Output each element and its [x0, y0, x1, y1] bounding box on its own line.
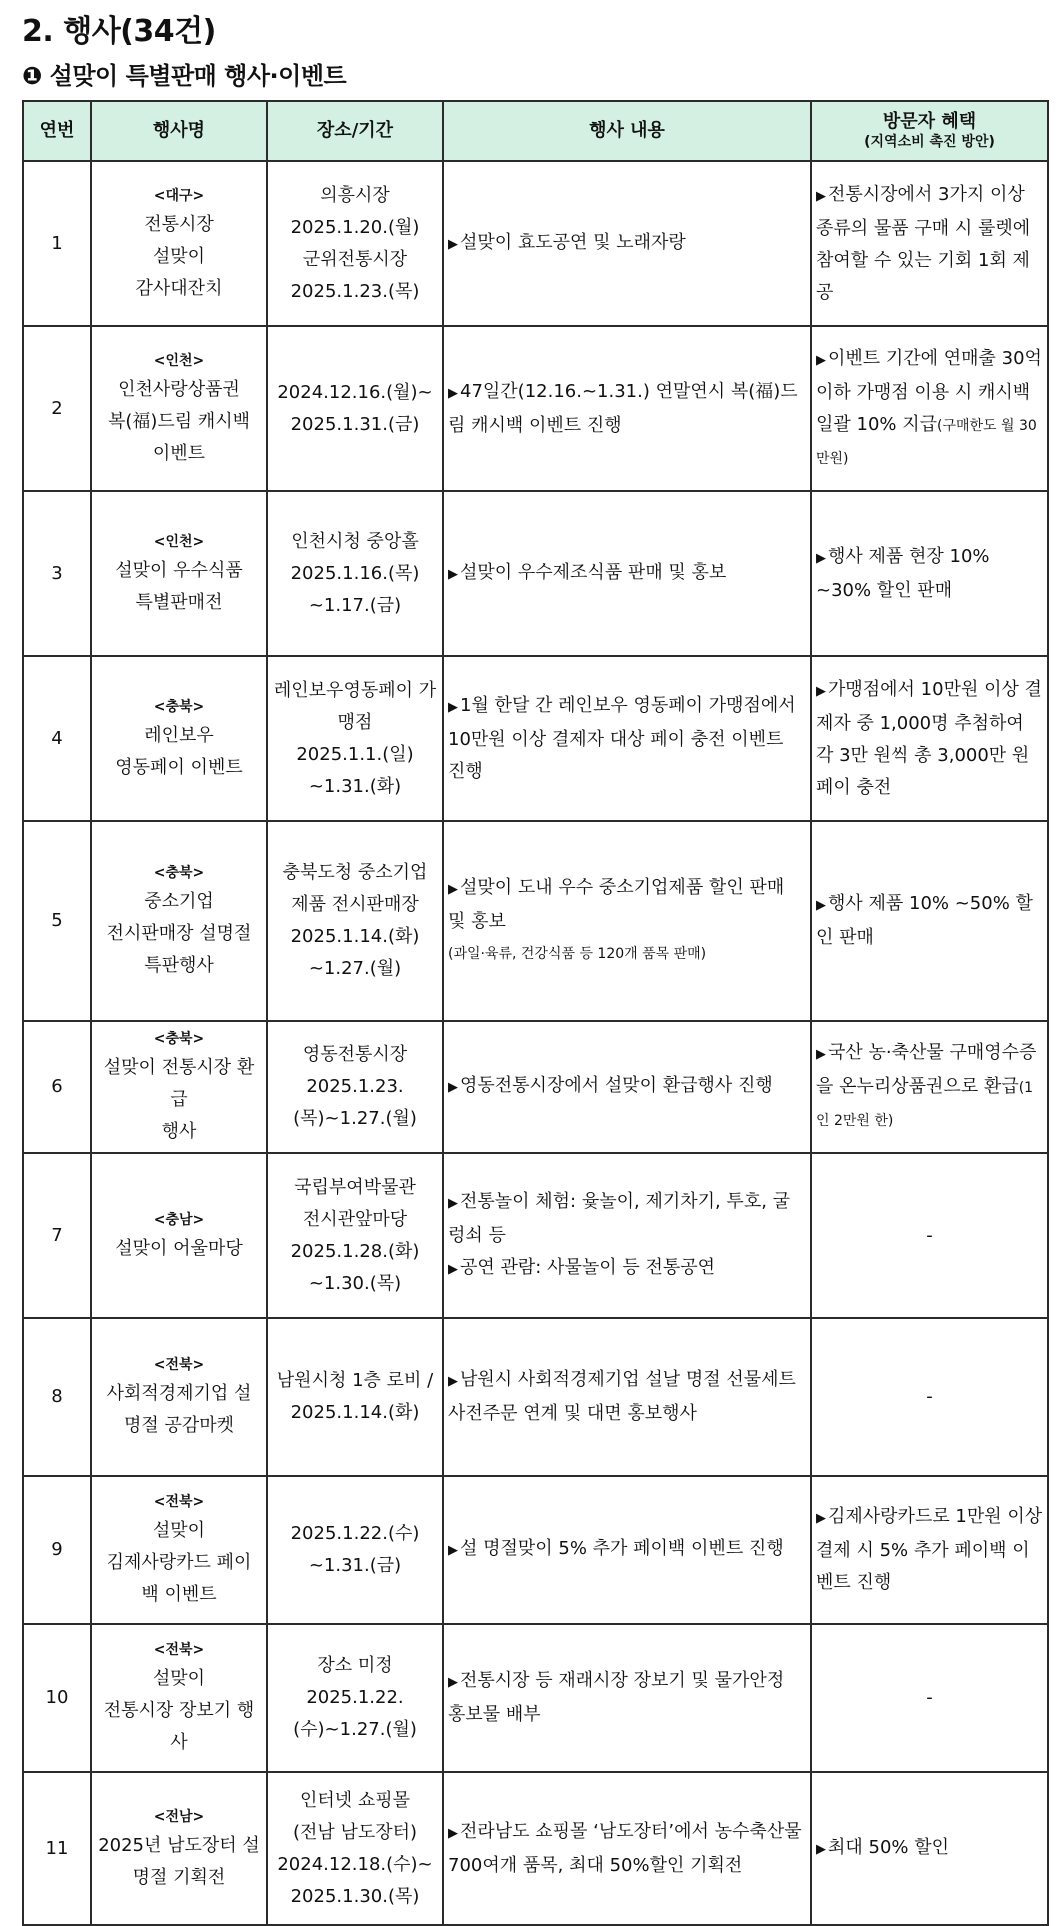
place-period-line: 전시관앞마당 — [302, 1208, 408, 1230]
table-row — [23, 1624, 1048, 1772]
header-no: 연번 — [23, 101, 91, 161]
event-name-line: 설맞이 우수식품 — [115, 559, 243, 581]
cell-event-name — [91, 326, 267, 491]
table-row — [23, 326, 1048, 491]
table-row — [23, 161, 1048, 326]
cell-event-content — [443, 1318, 811, 1476]
place-period-line: 2025.1.28.(화) — [290, 1240, 420, 1262]
visitor-benefit-item — [816, 179, 1043, 309]
cell-no: 1 — [23, 161, 91, 326]
event-name-line: 영동페이 이벤트 — [115, 756, 243, 778]
region-label: <인천> — [153, 533, 205, 550]
cell-no: 2 — [23, 326, 91, 491]
place-period-line: ~1.30.(목) — [308, 1272, 402, 1294]
visitor-benefit-item — [816, 343, 1043, 475]
cell-event-name — [91, 1318, 267, 1476]
region-label: <충북> — [153, 698, 205, 715]
header-name: 행사명 — [91, 101, 267, 161]
cell-visitor-benefit — [811, 1476, 1048, 1624]
visitor-benefit-text: 전통시장에서 3가지 이상 종류의 물품 구매 시 룰렛에 참여할 수 있는 기회 1회 제공 — [816, 183, 1031, 303]
table-row — [23, 1318, 1048, 1476]
place-period-line: 레인보우영동페이 가맹점 — [273, 679, 437, 733]
benefit-none-dash: - — [926, 1224, 933, 1246]
place-period-line: 인천시청 중앙홀 — [291, 530, 419, 552]
place-period-line: ~1.17.(금) — [308, 594, 402, 616]
event-name-line: 사회적경제기업 설 — [106, 1383, 252, 1404]
place-period-line: (목)~1.27.(월) — [293, 1108, 417, 1129]
event-name-line: 복(福)드림 캐시백 — [107, 410, 251, 432]
cell-no: 9 — [23, 1476, 91, 1624]
place-period-line: 2025.1.22.(수) — [290, 1523, 420, 1544]
event-content-item: ▶ 설맞이 우수제조식품 판매 및 홍보 — [448, 557, 806, 591]
event-name-line: 설맞이 — [152, 245, 206, 267]
cell-visitor-benefit — [811, 491, 1048, 656]
cell-no: 10 — [23, 1624, 91, 1772]
cell-event-content — [443, 656, 811, 821]
cell-visitor-benefit — [811, 1624, 1048, 1772]
visitor-benefit-text: 김제사랑카드로 1만원 이상 결제 시 5% 추가 페이백 이벤트 진행 — [816, 1506, 1043, 1593]
event-content-item: ▶ 남원시 사회적경제기업 설날 명절 선물세트 사전주문 연계 및 대면 홍보행사 — [448, 1364, 806, 1430]
header-place: 장소/기간 — [267, 101, 443, 161]
event-content-item: ▶ 전라남도 쇼핑몰 ‘남도장터’에서 농수축산물 700여개 품목, 최대 50%할인 기획전 — [448, 1816, 806, 1882]
table-header-row — [23, 101, 1048, 161]
visitor-benefit-item — [816, 1501, 1043, 1599]
cell-visitor-benefit — [811, 1318, 1048, 1476]
place-period-line: 2025.1.23. — [306, 1076, 404, 1097]
event-name-line: 설맞이 어울마당 — [115, 1237, 243, 1259]
header-benefit — [811, 101, 1048, 161]
visitor-benefit-item — [816, 1832, 1043, 1866]
place-period-line: ~1.31.(화) — [308, 775, 402, 797]
event-name-line: 명절 공감마켓 — [123, 1415, 235, 1436]
cell-place-period — [267, 491, 443, 656]
cell-event-content — [443, 1153, 811, 1318]
visitor-benefit-text: 행사 제품 10% ~50% 할인 판매 — [816, 893, 1033, 948]
cell-event-name — [91, 161, 267, 326]
place-period-line: 장소 미정 — [317, 1655, 393, 1676]
visitor-benefit-item — [816, 1037, 1043, 1137]
visitor-benefit-note: (구매한도 월 30만원) — [816, 417, 1037, 467]
event-name-line: 김제사랑카드 페이 — [106, 1552, 252, 1573]
event-name-line: 명절 기획전 — [132, 1866, 226, 1888]
place-period-line: 충북도청 중소기업 — [282, 862, 428, 883]
place-period-line: ~1.27.(월) — [308, 958, 402, 979]
place-period-line: 2025.1.14.(화) — [290, 926, 420, 947]
cell-no: 5 — [23, 821, 91, 1021]
region-label: <인천> — [153, 352, 205, 369]
cell-visitor-benefit — [811, 1772, 1048, 1925]
visitor-benefit-note: (1인 2만원 한) — [816, 1080, 1034, 1129]
event-name-line: 사 — [170, 1732, 188, 1753]
table-body — [23, 161, 1048, 1925]
table-row — [23, 1772, 1048, 1925]
cell-event-name — [91, 1624, 267, 1772]
header-content: 행사 내용 — [443, 101, 811, 161]
event-name-line: 설맞이 전통시장 환급 — [103, 1057, 255, 1110]
cell-visitor-benefit — [811, 161, 1048, 326]
place-period-line: (전남 남도장터) — [292, 1821, 418, 1843]
cell-place-period — [267, 1624, 443, 1772]
event-name-line: 레인보우 — [144, 724, 214, 746]
region-label: <전남> — [153, 1808, 205, 1825]
cell-place-period — [267, 821, 443, 1021]
event-name-line: 행사 — [161, 1121, 197, 1142]
table-row — [23, 1021, 1048, 1153]
visitor-benefit-item — [816, 888, 1043, 954]
header-benefit-label: 방문자 혜택 — [882, 111, 977, 132]
visitor-benefit-text: 국산 농·축산물 구매영수증을 온누리상품권으로 환급 — [816, 1042, 1037, 1097]
event-name-line: 설맞이 — [152, 1520, 206, 1541]
event-content-item: ▶ 설 명절맞이 5% 추가 페이백 이벤트 진행 — [448, 1533, 806, 1567]
cell-place-period — [267, 1153, 443, 1318]
cell-visitor-benefit — [811, 1021, 1048, 1153]
cell-visitor-benefit — [811, 656, 1048, 821]
region-label: <충북> — [153, 865, 205, 881]
cell-event-content — [443, 1772, 811, 1925]
event-name-line: 특별판매전 — [135, 591, 223, 613]
place-period-line: 2025.1.14.(화) — [290, 1402, 420, 1423]
visitor-benefit-text: 최대 50% 할인 — [828, 1836, 950, 1858]
event-content-item: ▶ 47일간(12.16.~1.31.) 연말연시 복(福)드림 캐시백 이벤트 진행 — [448, 376, 806, 442]
cell-place-period — [267, 1318, 443, 1476]
cell-event-content — [443, 326, 811, 491]
cell-no: 3 — [23, 491, 91, 656]
event-content-note: (과일·육류, 건강식품 등 120개 품목 판매) — [448, 946, 707, 962]
place-period-line: 2024.12.16.(월)~ — [277, 381, 433, 403]
cell-event-name — [91, 1772, 267, 1925]
region-label: <전북> — [153, 1494, 205, 1510]
event-name-line: 감사대잔치 — [135, 277, 223, 299]
table-row — [23, 1476, 1048, 1624]
cell-place-period — [267, 656, 443, 821]
visitor-benefit-text: 이벤트 기간에 연매출 30억 이하 가맹점 이용 시 캐시백 일괄 10% 지급 — [816, 347, 1042, 435]
event-name-line: 이벤트 — [152, 442, 206, 464]
cell-event-name — [91, 1021, 267, 1153]
cell-visitor-benefit — [811, 821, 1048, 1021]
cell-event-name — [91, 821, 267, 1021]
cell-event-content — [443, 1624, 811, 1772]
visitor-benefit-text: 행사 제품 현장 10% ~30% 할인 판매 — [816, 545, 990, 601]
place-period-line: 군위전통시장 — [302, 248, 408, 270]
place-period-line: 국립부여박물관 — [294, 1176, 416, 1198]
place-period-line: 의흥시장 — [320, 184, 390, 206]
region-label: <전북> — [153, 1642, 205, 1658]
cell-no: 7 — [23, 1153, 91, 1318]
header-benefit-note: (지역소비 촉진 방안) — [864, 134, 995, 150]
benefit-none-dash: - — [926, 1687, 933, 1708]
table-row — [23, 821, 1048, 1021]
cell-place-period — [267, 326, 443, 491]
event-name-line: 중소기업 — [144, 891, 214, 912]
section-title: 2. 행사(34건) — [22, 14, 216, 49]
event-content-item: ▶ 전통놀이 체험: 윷놀이, 제기차기, 투호, 굴렁쇠 등 — [448, 1186, 806, 1252]
event-name-line: 전시판매장 설명절 특판행사 — [106, 923, 252, 976]
cell-event-content — [443, 821, 811, 1021]
cell-event-content — [443, 1476, 811, 1624]
place-period-line: 제품 전시판매장 — [291, 894, 419, 915]
event-name-line: 설맞이 — [152, 1668, 206, 1689]
place-period-line: 2024.12.18.(수)~ — [277, 1853, 433, 1875]
event-content-item: ▶ 공연 관람: 사물놀이 등 전통공연 — [448, 1252, 806, 1286]
cell-visitor-benefit — [811, 1153, 1048, 1318]
visitor-benefit-item — [816, 674, 1043, 804]
cell-event-name — [91, 1476, 267, 1624]
event-content-item: ▶ 1월 한달 간 레인보우 영동페이 가맹점에서 10만원 이상 결제자 대상 페이 충전 이벤트 진행 — [448, 690, 806, 788]
table-row — [23, 491, 1048, 656]
cell-no: 8 — [23, 1318, 91, 1476]
table-row — [23, 656, 1048, 821]
cell-place-period — [267, 1021, 443, 1153]
cell-no: 4 — [23, 656, 91, 821]
event-name-line: 백 이벤트 — [141, 1584, 217, 1605]
visitor-benefit-item — [816, 541, 1043, 607]
place-period-line: ~1.31.(금) — [308, 1555, 402, 1576]
cell-event-content — [443, 1021, 811, 1153]
place-period-line: 인터넷 쇼핑몰 — [299, 1789, 411, 1811]
region-label: <전북> — [153, 1357, 205, 1373]
cell-place-period — [267, 1772, 443, 1925]
cell-event-name — [91, 1153, 267, 1318]
place-period-line: 2025.1.23.(목) — [290, 280, 420, 302]
event-name-line: 전통시장 — [144, 213, 214, 235]
place-period-line: 2025.1.1.(일) — [296, 743, 414, 765]
subsection-title: ❶ 설맞이 특별판매 행사·이벤트 — [22, 62, 347, 90]
cell-event-name — [91, 491, 267, 656]
place-period-line: 남원시청 1층 로비 / — [276, 1370, 434, 1391]
place-period-line: 2025.1.22. — [306, 1687, 404, 1708]
cell-event-name — [91, 656, 267, 821]
place-period-line: 2025.1.16.(목) — [290, 562, 420, 584]
region-label: <충남> — [153, 1211, 205, 1228]
cell-no: 11 — [23, 1772, 91, 1925]
place-period-line: 2025.1.30.(목) — [290, 1885, 420, 1907]
region-label: <충북> — [153, 1031, 205, 1047]
place-period-line: 2025.1.31.(금) — [290, 413, 420, 435]
place-period-line: 2025.1.20.(월) — [290, 216, 420, 238]
cell-event-content — [443, 161, 811, 326]
benefit-none-dash: - — [926, 1386, 933, 1407]
cell-no: 6 — [23, 1021, 91, 1153]
cell-visitor-benefit — [811, 326, 1048, 491]
event-name-line: 전통시장 장보기 행 — [103, 1700, 255, 1721]
event-name-line: 2025년 남도장터 설 — [98, 1834, 260, 1856]
cell-place-period — [267, 1476, 443, 1624]
event-content-item: ▶ 전통시장 등 재래시장 장보기 및 물가안정 홍보물 배부 — [448, 1665, 806, 1731]
cell-event-content — [443, 491, 811, 656]
place-period-line: 영동전통시장 — [302, 1044, 408, 1065]
events-table — [22, 100, 1049, 1926]
visitor-benefit-text: 가맹점에서 10만원 이상 결제자 중 1,000명 추첨하여 각 3만 원씩 총 3,000만 원 페이 충전 — [816, 678, 1042, 798]
place-period-line: (수)~1.27.(월) — [293, 1719, 417, 1740]
cell-place-period — [267, 161, 443, 326]
region-label: <대구> — [153, 187, 205, 204]
event-content-item: ▶ 영동전통시장에서 설맞이 환급행사 진행 — [448, 1070, 806, 1104]
table-row — [23, 1153, 1048, 1318]
event-name-line: 인천사랑상품권 — [118, 378, 240, 400]
event-content-item: ▶ 설맞이 도내 우수 중소기업제품 할인 판매 및 홍보 — [448, 872, 806, 938]
event-content-item: ▶ 설맞이 효도공연 및 노래자랑 — [448, 227, 806, 261]
